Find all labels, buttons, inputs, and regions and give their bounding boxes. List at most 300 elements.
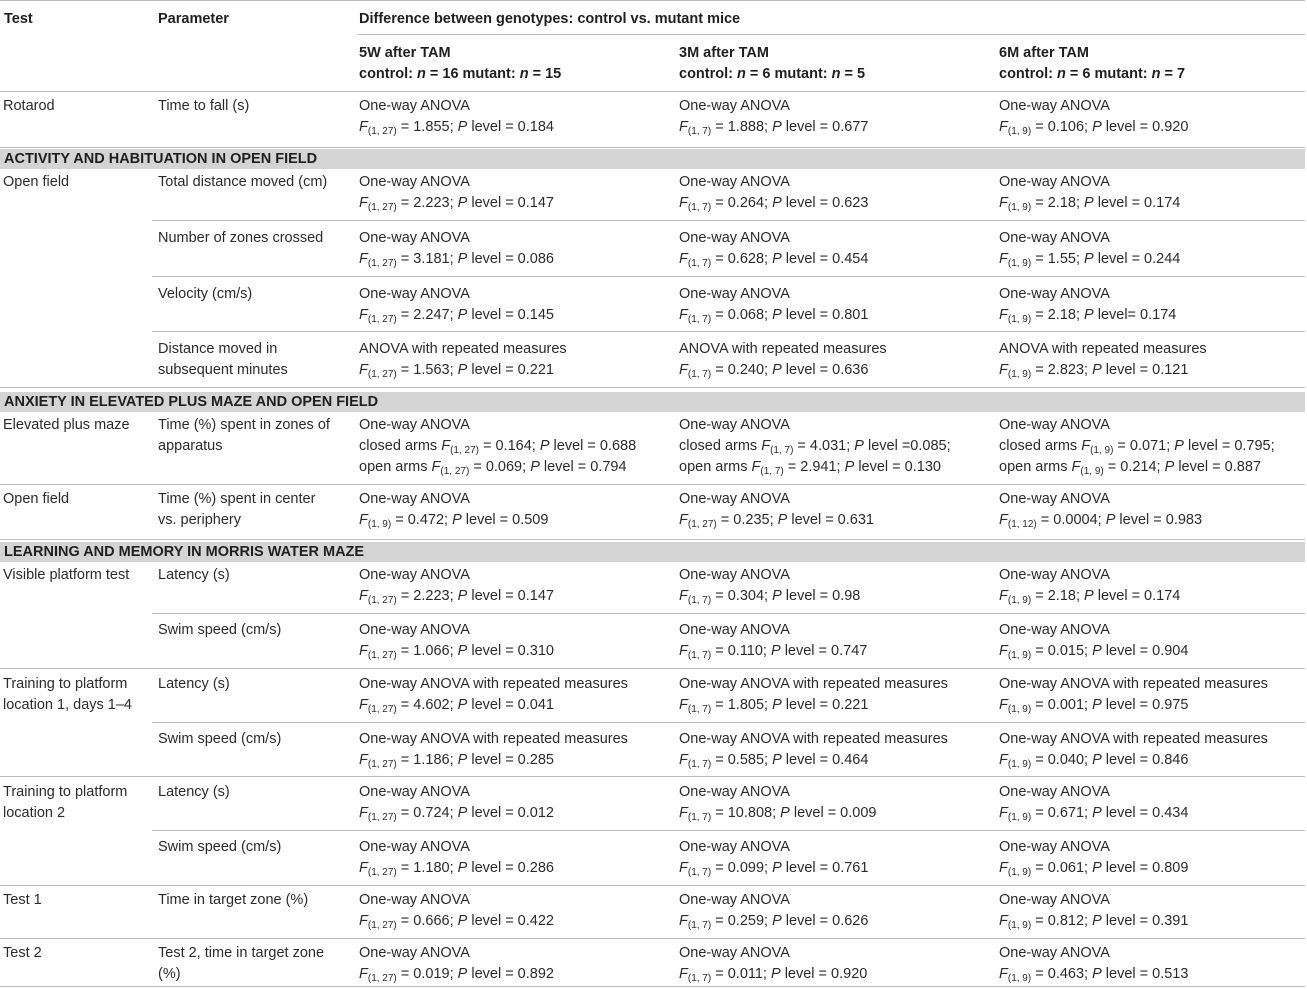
text-fragment: One-way ANOVA xyxy=(999,286,1110,302)
text-fragment: One-way ANOVA xyxy=(999,491,1110,507)
text-fragment: One-way ANOVA xyxy=(359,174,470,190)
degrees-of-freedom: (1, 9) xyxy=(1007,920,1032,931)
text-fragment: level = 0.747 xyxy=(780,643,868,659)
text-fragment: control: xyxy=(359,66,417,82)
italic-symbol: P xyxy=(457,860,468,876)
italic-symbol: F xyxy=(999,860,1008,876)
cell-test-method xyxy=(359,674,628,695)
cell-statistic xyxy=(679,641,867,666)
italic-symbol: F xyxy=(999,752,1008,768)
text-fragment: = 2.223; xyxy=(396,588,458,604)
cell-test-method xyxy=(679,620,790,641)
italic-symbol: P xyxy=(1164,459,1175,475)
degrees-of-freedom: (1, 27) xyxy=(367,704,397,715)
text-fragment: = 6 mutant: xyxy=(745,66,832,82)
italic-symbol: P xyxy=(457,362,468,378)
degrees-of-freedom: (1, 7) xyxy=(687,867,712,878)
text-fragment: level = 0.761 xyxy=(781,860,869,876)
text-fragment: = 0.235; xyxy=(716,512,778,528)
cell-test-method xyxy=(679,284,790,305)
cell-test-method xyxy=(999,890,1110,911)
row-test-label: Test 1 xyxy=(3,892,42,908)
degrees-of-freedom: (1, 9) xyxy=(1007,202,1032,213)
row-parameter-label: subsequent minutes xyxy=(158,362,288,378)
degrees-of-freedom: (1, 7) xyxy=(687,812,712,823)
text-fragment: = 0.812; xyxy=(1031,913,1093,929)
cell-test-method xyxy=(359,228,470,249)
italic-symbol: P xyxy=(772,307,782,323)
header-col-6m-n xyxy=(999,64,1185,85)
cell-test-method xyxy=(679,729,948,750)
cell-statistic xyxy=(679,457,941,482)
italic-symbol: F xyxy=(999,805,1008,821)
degrees-of-freedom: (1, 7) xyxy=(687,973,712,984)
text-fragment: = 7 xyxy=(1160,66,1186,82)
row-parameter-label: (%) xyxy=(158,966,181,982)
text-fragment: One-way ANOVA xyxy=(999,230,1110,246)
degrees-of-freedom: (1, 9) xyxy=(1090,445,1114,456)
italic-symbol: P xyxy=(1084,588,1094,604)
n-symbol: n xyxy=(1151,66,1161,82)
degrees-of-freedom: (1, 27) xyxy=(367,595,397,606)
text-fragment: = 2.941; xyxy=(783,459,845,475)
italic-symbol: F xyxy=(359,251,368,267)
row-test-label: location 2 xyxy=(3,805,66,821)
row-divider xyxy=(152,613,1305,614)
degrees-of-freedom: (1, 27) xyxy=(367,314,397,325)
cell-statistic xyxy=(359,911,554,936)
text-fragment: level = 0.391 xyxy=(1101,913,1189,929)
n-symbol: n xyxy=(831,66,841,82)
italic-symbol: P xyxy=(1092,752,1102,768)
text-fragment: level = 0.174 xyxy=(1093,588,1181,604)
text-fragment: = 2.18; xyxy=(1031,588,1085,604)
row-divider xyxy=(0,938,1305,939)
text-fragment: = 0.040; xyxy=(1031,752,1093,768)
row-test-label: Rotarod xyxy=(3,98,55,114)
row-divider xyxy=(0,484,1305,485)
cell-statistic xyxy=(999,360,1188,385)
italic-symbol: F xyxy=(679,119,688,135)
italic-symbol: F xyxy=(359,860,368,876)
degrees-of-freedom: (1, 9) xyxy=(1007,126,1032,137)
cell-statistic xyxy=(679,750,868,775)
cell-test-method xyxy=(359,837,470,858)
text-fragment: One-way ANOVA xyxy=(999,174,1110,190)
cell-test-method xyxy=(999,943,1110,964)
cell-test-method xyxy=(999,837,1110,858)
text-fragment: One-way ANOVA xyxy=(359,491,470,507)
text-fragment: level = 0.130 xyxy=(854,459,941,475)
text-fragment: One-way ANOVA xyxy=(679,892,790,908)
text-fragment: = 0.240; xyxy=(711,362,773,378)
degrees-of-freedom: (1, 9) xyxy=(1007,812,1032,823)
degrees-of-freedom: (1, 27) xyxy=(367,867,397,878)
text-fragment: One-way ANOVA xyxy=(359,622,470,638)
cell-test-method xyxy=(359,729,628,750)
row-parameter-label: Number of zones crossed xyxy=(158,230,324,246)
row-parameter-label: Latency (s) xyxy=(158,784,230,800)
text-fragment: control: xyxy=(679,66,737,82)
italic-symbol: F xyxy=(359,913,368,929)
cell-statistic xyxy=(679,858,868,883)
row-test-label: Training to platform xyxy=(3,676,128,692)
italic-symbol: F xyxy=(359,697,368,713)
cell-statistic xyxy=(999,803,1188,828)
cell-statistic xyxy=(359,858,554,883)
row-test-label: Elevated plus maze xyxy=(3,417,130,433)
text-fragment: = 0.011; xyxy=(711,966,771,982)
row-parameter-label: Velocity (cm/s) xyxy=(158,286,253,302)
text-fragment: ANOVA with repeated measures xyxy=(679,341,887,357)
text-fragment: level = 0.677 xyxy=(781,119,869,135)
header-parameter: Parameter xyxy=(158,11,229,27)
cell-test-method xyxy=(999,729,1268,750)
italic-symbol: F xyxy=(679,251,688,267)
cell-test-method xyxy=(679,565,790,586)
text-fragment: level = 0.041 xyxy=(467,697,554,713)
row-divider xyxy=(152,220,1305,221)
italic-symbol: F xyxy=(441,438,451,454)
text-fragment: One-way ANOVA xyxy=(679,945,790,961)
cell-test-method xyxy=(359,415,470,436)
italic-symbol: P xyxy=(1092,913,1102,929)
italic-symbol: F xyxy=(359,966,368,982)
text-fragment: level = 0.513 xyxy=(1101,966,1189,982)
italic-symbol: P xyxy=(1092,805,1102,821)
text-fragment: One-way ANOVA with repeated measures xyxy=(999,731,1268,747)
text-fragment: level = 0.012 xyxy=(467,805,554,821)
row-divider xyxy=(152,830,1305,831)
text-fragment: One-way ANOVA xyxy=(359,230,470,246)
text-fragment: level =0.085; xyxy=(863,438,951,454)
text-fragment: = 0.019; xyxy=(396,966,458,982)
text-fragment: One-way ANOVA xyxy=(359,839,470,855)
degrees-of-freedom: (1, 9) xyxy=(1007,704,1032,715)
cell-test-method xyxy=(999,96,1110,117)
text-fragment: = 0.463; xyxy=(1031,966,1093,982)
cell-test-method xyxy=(999,415,1110,436)
text-fragment: level = 0.286 xyxy=(467,860,554,876)
text-fragment: One-way ANOVA xyxy=(359,892,470,908)
header-difference: Difference between genotypes: control vs. mutant mice xyxy=(359,11,741,27)
row-divider xyxy=(0,539,1305,540)
text-fragment: = 0.069; xyxy=(469,459,531,475)
text-fragment: level= 0.174 xyxy=(1093,307,1177,323)
section-title: ANXIETY IN ELEVATED PLUS MAZE AND OPEN FIELD xyxy=(4,394,379,410)
italic-symbol: F xyxy=(999,251,1008,267)
cell-statistic xyxy=(679,193,868,218)
text-fragment: = 10.808; xyxy=(711,805,781,821)
cell-statistic xyxy=(999,911,1188,936)
degrees-of-freedom: (1, 27) xyxy=(367,202,397,213)
n-symbol: n xyxy=(417,66,426,82)
italic-symbol: P xyxy=(772,860,782,876)
cell-test-method xyxy=(359,96,470,117)
italic-symbol: F xyxy=(999,307,1008,323)
text-fragment: level = 0.801 xyxy=(781,307,869,323)
row-parameter-label: Test 2, time in target zone xyxy=(158,945,325,961)
text-fragment: = 3.181; xyxy=(396,251,458,267)
italic-symbol: P xyxy=(452,512,462,528)
text-fragment: = 1.888; xyxy=(711,119,773,135)
row-test-label: Open field xyxy=(3,174,70,190)
row-parameter-label: Latency (s) xyxy=(158,567,230,583)
cell-statistic xyxy=(999,305,1176,330)
text-fragment: level = 0.221 xyxy=(781,697,869,713)
text-fragment: level = 0.98 xyxy=(781,588,861,604)
row-divider xyxy=(152,722,1305,723)
italic-symbol: F xyxy=(359,643,368,659)
text-fragment: = 0.259; xyxy=(711,913,773,929)
italic-symbol: F xyxy=(679,643,688,659)
degrees-of-freedom: (1, 9) xyxy=(1007,867,1032,878)
text-fragment: = 2.223; xyxy=(396,195,458,211)
italic-symbol: F xyxy=(999,362,1008,378)
cell-test-method xyxy=(999,674,1268,695)
cell-test-method xyxy=(679,489,790,510)
italic-symbol: P xyxy=(777,512,788,528)
text-fragment: closed arms xyxy=(999,438,1082,454)
cell-test-method xyxy=(359,489,470,510)
section-title: ACTIVITY AND HABITUATION IN OPEN FIELD xyxy=(4,151,318,167)
italic-symbol: F xyxy=(679,362,688,378)
italic-symbol: P xyxy=(530,459,540,475)
italic-symbol: P xyxy=(457,805,468,821)
row-parameter-label: Total distance moved (cm) xyxy=(158,174,328,190)
cell-statistic xyxy=(999,695,1188,720)
text-fragment: level = 0.454 xyxy=(781,251,869,267)
degrees-of-freedom: (1, 9) xyxy=(1007,759,1032,770)
text-fragment: = 0.724; xyxy=(396,805,458,821)
text-fragment: = 2.18; xyxy=(1031,307,1085,323)
row-parameter-label: vs. periphery xyxy=(158,512,242,528)
cell-statistic xyxy=(359,360,554,385)
italic-symbol: F xyxy=(679,913,688,929)
italic-symbol: F xyxy=(999,697,1008,713)
text-fragment: level = 0.794 xyxy=(539,459,627,475)
header-col-5w-title: 5W after TAM xyxy=(359,45,451,61)
italic-symbol: F xyxy=(679,195,688,211)
text-fragment: ANOVA with repeated measures xyxy=(359,341,567,357)
degrees-of-freedom: (1, 7) xyxy=(687,595,712,606)
italic-symbol: F xyxy=(1071,459,1081,475)
italic-symbol: P xyxy=(771,643,781,659)
italic-symbol: F xyxy=(751,459,761,475)
text-fragment: level = 0.795; xyxy=(1183,438,1275,454)
text-fragment: = 0.071; xyxy=(1113,438,1175,454)
text-fragment: = 0.666; xyxy=(396,913,458,929)
text-fragment: One-way ANOVA xyxy=(999,945,1110,961)
italic-symbol: F xyxy=(359,119,368,135)
row-parameter-label: apparatus xyxy=(158,438,223,454)
degrees-of-freedom: (1, 27) xyxy=(367,650,397,661)
degrees-of-freedom: (1, 27) xyxy=(367,812,397,823)
cell-test-method xyxy=(359,565,470,586)
italic-symbol: P xyxy=(457,251,468,267)
text-fragment: = 0.472; xyxy=(391,512,453,528)
degrees-of-freedom: (1, 9) xyxy=(1007,650,1032,661)
cell-test-method xyxy=(999,284,1110,305)
degrees-of-freedom: (1, 27) xyxy=(440,466,470,477)
cell-statistic xyxy=(679,360,868,385)
italic-symbol: F xyxy=(679,860,688,876)
cell-statistic xyxy=(679,803,876,828)
text-fragment: One-way ANOVA xyxy=(679,622,790,638)
cell-statistic xyxy=(359,193,554,218)
degrees-of-freedom: (1, 7) xyxy=(687,704,712,715)
cell-test-method xyxy=(679,890,790,911)
text-fragment: One-way ANOVA xyxy=(999,784,1110,800)
header-test: Test xyxy=(4,11,33,27)
italic-symbol: P xyxy=(1092,966,1102,982)
text-fragment: One-way ANOVA xyxy=(679,567,790,583)
degrees-of-freedom: (1, 27) xyxy=(367,973,397,984)
italic-symbol: P xyxy=(457,966,468,982)
degrees-of-freedom: (1, 27) xyxy=(367,369,397,380)
text-fragment: level = 0.285 xyxy=(467,752,554,768)
text-fragment: level = 0.244 xyxy=(1093,251,1181,267)
text-fragment: One-way ANOVA with repeated measures xyxy=(999,676,1268,692)
cell-statistic xyxy=(359,117,554,142)
row-divider xyxy=(0,885,1305,886)
italic-symbol: P xyxy=(772,119,782,135)
text-fragment: level = 0.636 xyxy=(781,362,869,378)
cell-statistic xyxy=(359,641,554,666)
text-fragment: level = 0.920 xyxy=(780,966,868,982)
text-fragment: One-way ANOVA xyxy=(999,622,1110,638)
italic-symbol: F xyxy=(359,307,368,323)
degrees-of-freedom: (1, 7) xyxy=(687,650,712,661)
cell-statistic xyxy=(359,305,554,330)
section-title: LEARNING AND MEMORY IN MORRIS WATER MAZE xyxy=(4,544,365,560)
italic-symbol: F xyxy=(679,966,688,982)
degrees-of-freedom: (1, 27) xyxy=(367,920,397,931)
degrees-of-freedom: (1, 9) xyxy=(1007,314,1032,325)
degrees-of-freedom: (1, 7) xyxy=(760,466,784,477)
italic-symbol: P xyxy=(772,195,782,211)
italic-symbol: P xyxy=(1084,307,1094,323)
italic-symbol: P xyxy=(1092,119,1102,135)
text-fragment: = 0.214; xyxy=(1103,459,1165,475)
degrees-of-freedom: (1, 7) xyxy=(687,258,712,269)
text-fragment: One-way ANOVA xyxy=(359,567,470,583)
degrees-of-freedom: (1, 7) xyxy=(687,202,712,213)
italic-symbol: F xyxy=(999,195,1008,211)
cell-test-method xyxy=(999,489,1110,510)
text-fragment: level = 0.887 xyxy=(1174,459,1261,475)
text-fragment: = 0.264; xyxy=(711,195,773,211)
cell-statistic xyxy=(999,750,1188,775)
row-parameter-label: Swim speed (cm/s) xyxy=(158,839,282,855)
row-divider xyxy=(152,331,1305,332)
degrees-of-freedom: (1, 27) xyxy=(450,445,479,456)
text-fragment: level = 0.145 xyxy=(467,307,554,323)
italic-symbol: P xyxy=(772,752,782,768)
row-divider xyxy=(0,776,1305,777)
text-fragment: level = 0.147 xyxy=(467,588,554,604)
italic-symbol: F xyxy=(679,307,688,323)
italic-symbol: P xyxy=(457,643,468,659)
n-symbol: n xyxy=(519,66,529,82)
italic-symbol: P xyxy=(457,913,468,929)
italic-symbol: F xyxy=(999,512,1008,528)
text-fragment: One-way ANOVA with repeated measures xyxy=(679,731,948,747)
italic-symbol: F xyxy=(679,697,688,713)
text-fragment: One-way ANOVA xyxy=(679,839,790,855)
header-bottom-rule xyxy=(0,91,1305,92)
italic-symbol: F xyxy=(999,966,1008,982)
text-fragment: = 15 xyxy=(528,66,562,82)
cell-test-method xyxy=(679,782,790,803)
text-fragment: One-way ANOVA xyxy=(679,491,790,507)
italic-symbol: F xyxy=(999,913,1008,929)
row-divider xyxy=(0,668,1305,669)
text-fragment: = 4.031; xyxy=(793,438,855,454)
cell-test-method xyxy=(679,415,790,436)
text-fragment: = 0.061; xyxy=(1031,860,1093,876)
cell-statistic xyxy=(679,911,868,936)
text-fragment: = 0.671; xyxy=(1031,805,1093,821)
header-col-3m-n xyxy=(679,64,865,85)
cell-statistic xyxy=(359,586,554,611)
row-test-label: Visible platform test xyxy=(3,567,130,583)
italic-symbol: F xyxy=(359,512,368,528)
degrees-of-freedom: (1, 9) xyxy=(1080,466,1104,477)
text-fragment: = 0.164; xyxy=(478,438,540,454)
italic-symbol: P xyxy=(457,307,468,323)
header-col-3m-title: 3M after TAM xyxy=(679,45,769,61)
degrees-of-freedom: (1, 7) xyxy=(687,314,712,325)
row-test-label: Test 2 xyxy=(3,945,42,961)
text-fragment: open arms xyxy=(359,459,432,475)
text-fragment: One-way ANOVA with repeated measures xyxy=(359,731,628,747)
degrees-of-freedom: (1, 9) xyxy=(1007,258,1032,269)
cell-statistic xyxy=(999,457,1261,482)
italic-symbol: F xyxy=(679,752,688,768)
header-col-6m-title: 6M after TAM xyxy=(999,45,1089,61)
cell-statistic xyxy=(999,249,1180,274)
text-fragment: level = 0.846 xyxy=(1101,752,1189,768)
text-fragment: level = 0.920 xyxy=(1101,119,1189,135)
degrees-of-freedom: (1, 27) xyxy=(687,519,717,530)
italic-symbol: F xyxy=(679,512,688,528)
italic-symbol: P xyxy=(1084,195,1094,211)
cell-test-method xyxy=(679,96,790,117)
text-fragment: = 2.247; xyxy=(396,307,458,323)
header-col-5w-n xyxy=(359,64,561,85)
cell-statistic xyxy=(359,457,627,482)
text-fragment: One-way ANOVA xyxy=(679,784,790,800)
row-parameter-label: Latency (s) xyxy=(158,676,230,692)
cell-statistic xyxy=(359,249,554,274)
text-fragment: = 6 mutant: xyxy=(1065,66,1152,82)
italic-symbol: P xyxy=(771,966,781,982)
row-parameter-label: Time (%) spent in zones of xyxy=(158,417,330,433)
italic-symbol: F xyxy=(359,588,368,604)
cell-statistic xyxy=(359,803,554,828)
text-fragment: level = 0.086 xyxy=(467,251,554,267)
italic-symbol: F xyxy=(999,643,1008,659)
cell-test-method xyxy=(999,620,1110,641)
cell-statistic xyxy=(679,510,874,535)
cell-statistic xyxy=(359,510,548,535)
text-fragment: level = 0.904 xyxy=(1101,643,1189,659)
row-test-label: location 1, days 1–4 xyxy=(3,697,132,713)
text-fragment: = 1.855; xyxy=(396,119,458,135)
n-symbol: n xyxy=(737,66,746,82)
degrees-of-freedom: (1, 9) xyxy=(367,519,392,530)
